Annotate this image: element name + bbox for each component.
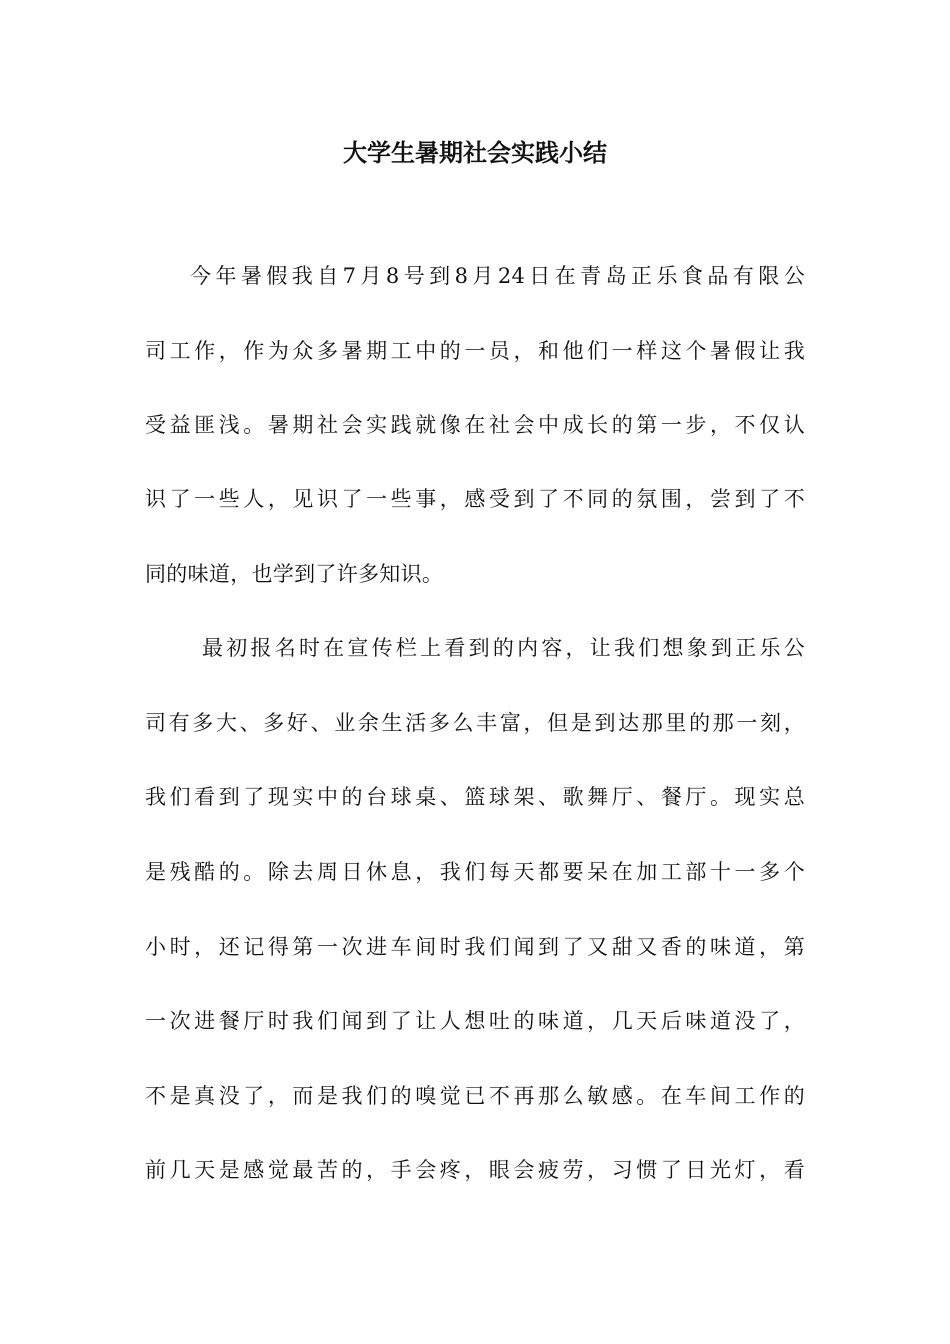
paragraph-2-line-1: 最初报名时在宣传栏上看到的内容，让我们想象到正乐公 (202, 636, 805, 660)
paragraph-2-line-3: 我们看到了现实中的台球桌、篮球架、歌舞厅、餐厅。现实总 (145, 785, 805, 809)
paragraph-2-line-5: 小时，还记得第一次进车间时我们闻到了又甜又香的味道，第 (145, 935, 805, 959)
paragraph-2-line-4: 是残酷的。除去周日休息，我们每天都要呆在加工部十一多个 (145, 860, 805, 884)
paragraph-1-line-4: 识了一些人，见识了一些事，感受到了不同的氛围，尝到了不 (145, 487, 805, 511)
paragraph-1-line-1: 今年暑假我自7月8号到8月24日在青岛正乐食品有限公 (190, 264, 805, 288)
paragraph-1-line-2: 司工作，作为众多暑期工中的一员，和他们一样这个暑假让我 (145, 339, 805, 363)
paragraph-2-line-8: 前几天是感觉最苦的，手会疼，眼会疲劳，习惯了日光灯，看 (145, 1158, 805, 1182)
paragraph-2-line-2: 司有多大、多好、业余生活多么丰富，但是到达那里的那一刻， (145, 711, 805, 735)
paragraph-1-line-3: 受益匪浅。暑期社会实践就像在社会中成长的第一步，不仅认 (145, 413, 805, 437)
paragraph-2-line-6: 一次进餐厅时我们闻到了让人想吐的味道，几天后味道没了， (145, 1009, 805, 1033)
document-title: 大学生暑期社会实践小结 (343, 138, 607, 167)
paragraph-2-line-7: 不是真没了，而是我们的嗅觉已不再那么敏感。在车间工作的 (145, 1084, 805, 1108)
paragraph-1-line-5: 同的味道，也学到了许多知识。 (145, 562, 444, 586)
